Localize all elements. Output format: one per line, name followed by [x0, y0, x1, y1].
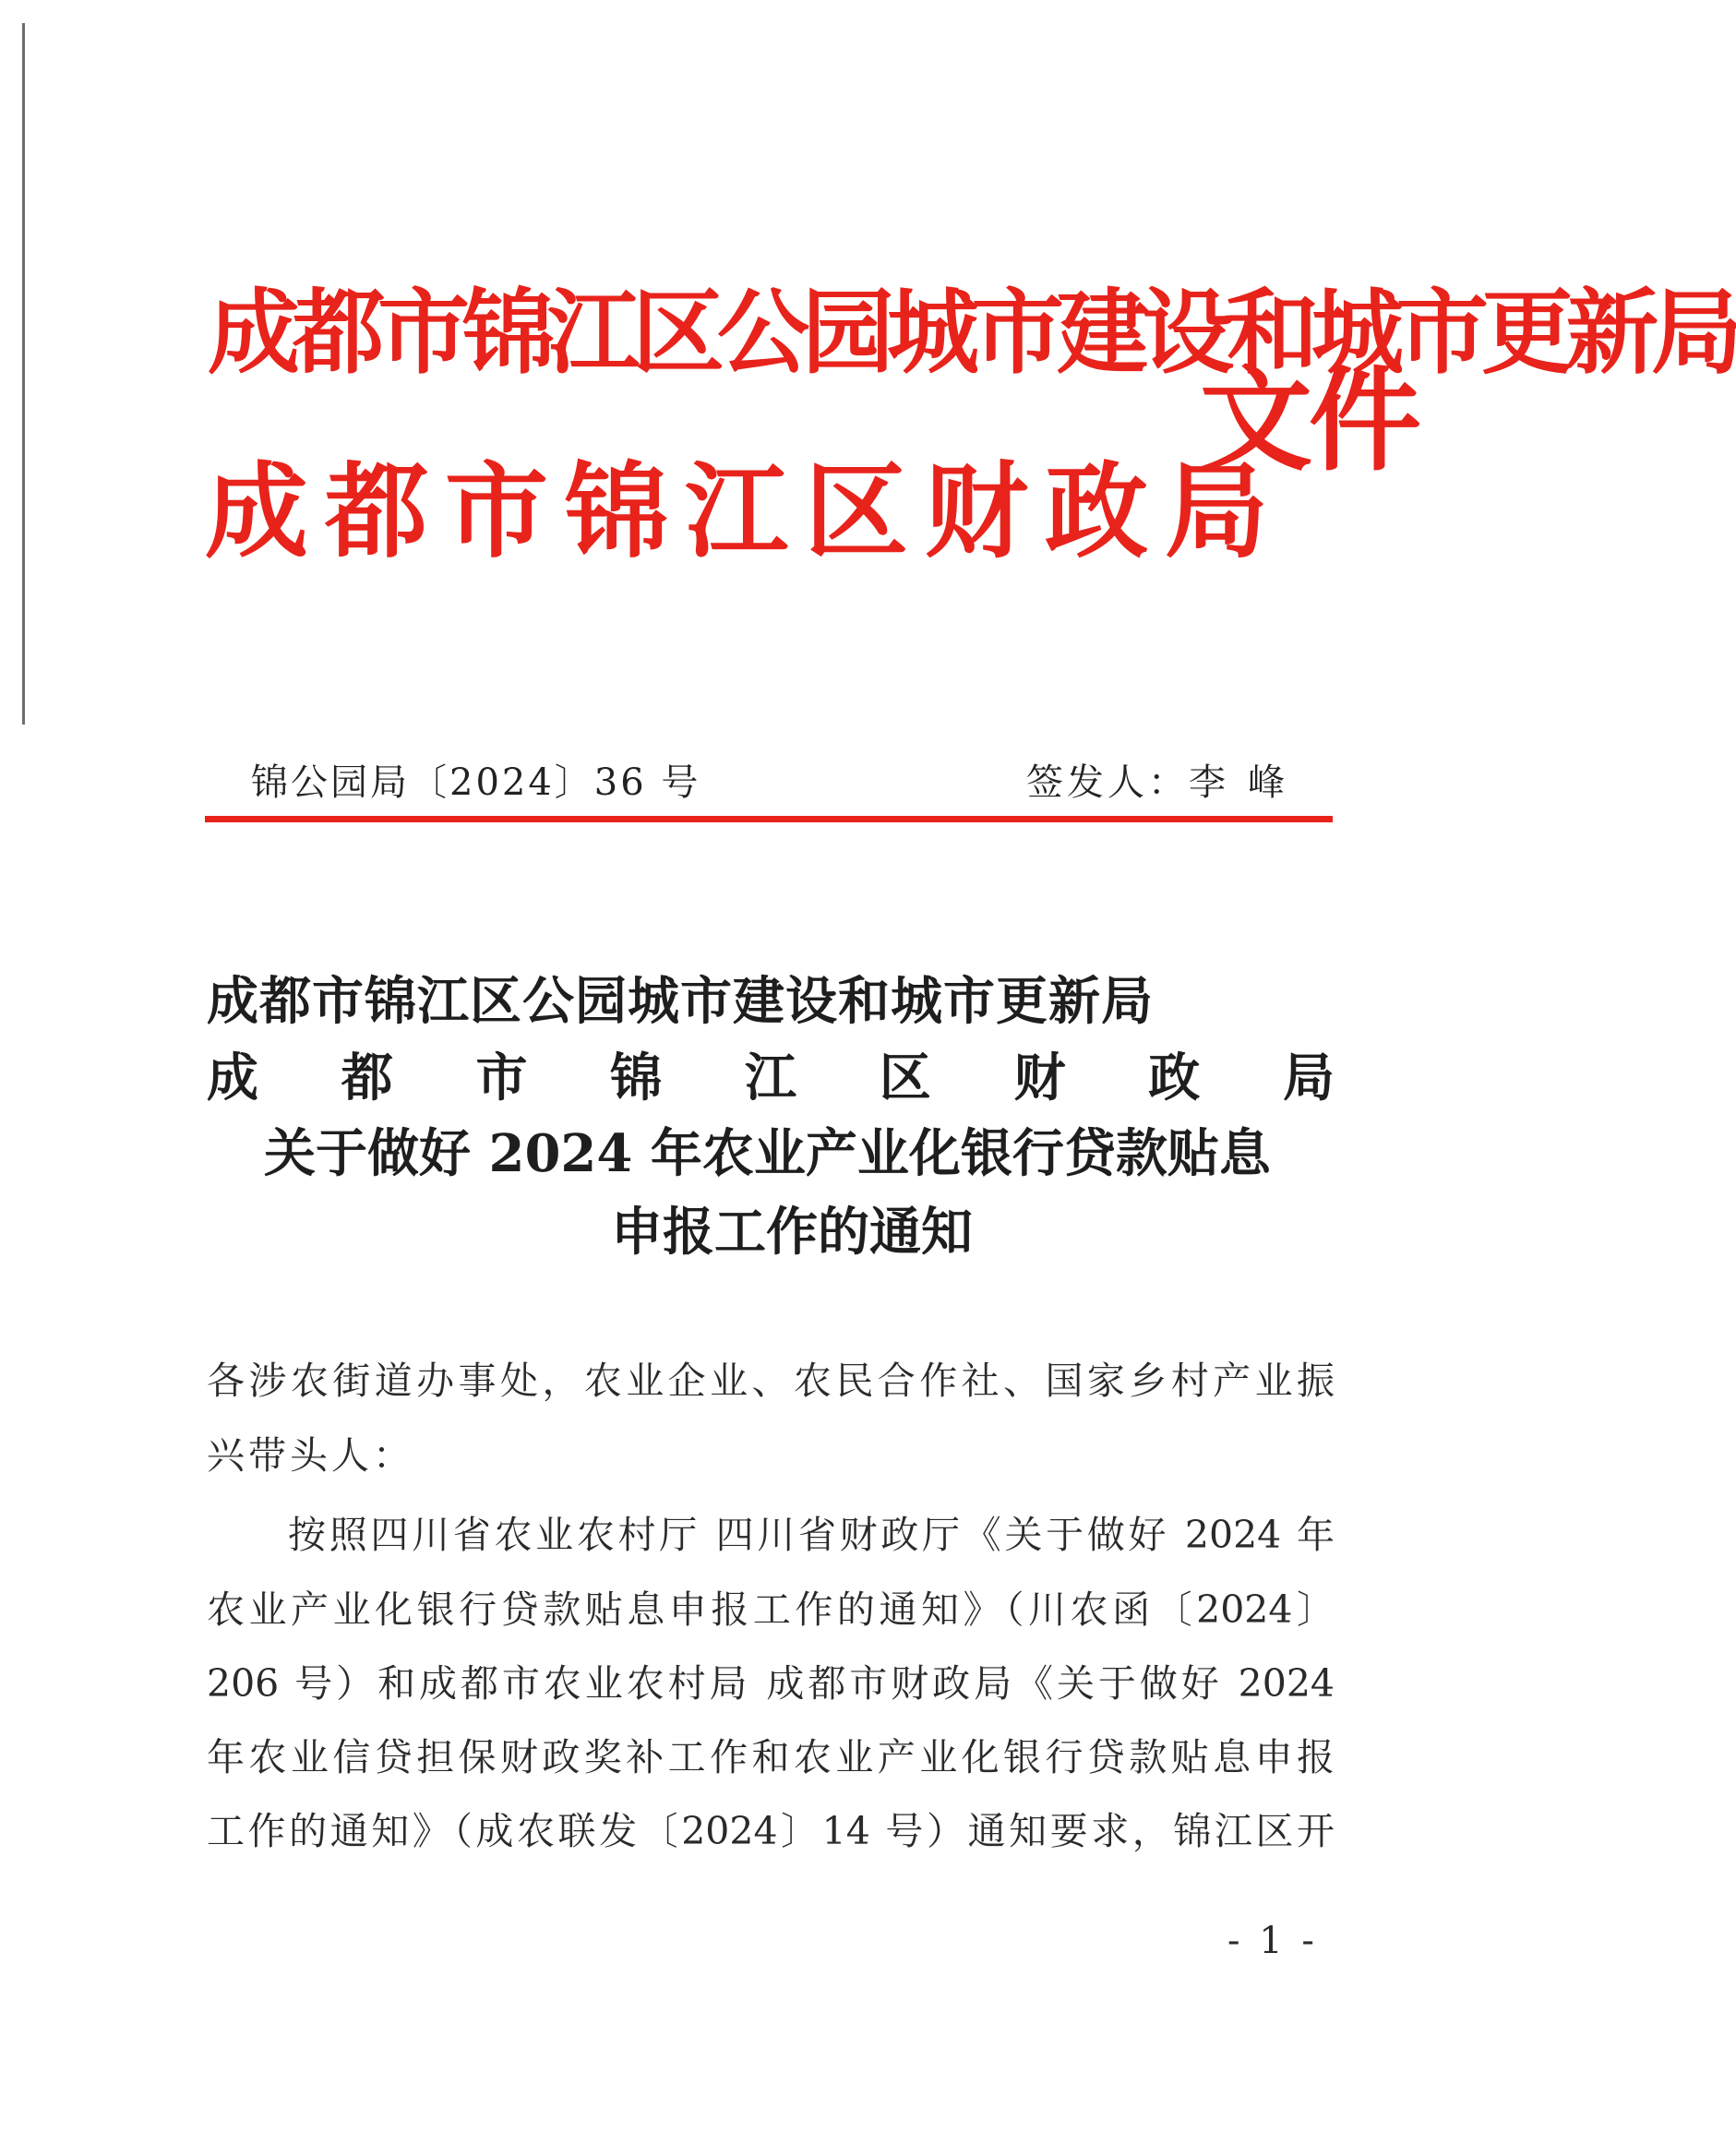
document-number: 锦公园局〔2024〕36 号 [251, 761, 701, 804]
page-number: - 1 - [1227, 1920, 1318, 1962]
title-line-4: 申报工作的通知 [611, 1202, 973, 1263]
title-char: 政 [1148, 1048, 1201, 1108]
title-char: 区 [879, 1048, 931, 1108]
signer-label: 签发人： [1026, 761, 1189, 804]
title-line-1: 成都市锦江区公园城市建设和城市更新局 [207, 971, 1154, 1032]
body-line: 按照四川省农业农村厅 四川省财政厅《关于做好 2024 年 [288, 1513, 1335, 1557]
title-char: 市 [475, 1048, 528, 1108]
signer [1026, 757, 1307, 808]
body-line: 兴带头人： [207, 1433, 414, 1478]
masthead-suffix: 文件 [1200, 353, 1418, 486]
title-char: 成 [207, 1048, 258, 1108]
title-line-2 [207, 1041, 1335, 1115]
body-line: 年农业信贷担保财政奖补工作和农业产业化银行贷款贴息申报 [207, 1735, 1335, 1779]
body-line: 工作的通知》（成农联发〔2024〕14 号）通知要求，锦江区开 [207, 1809, 1335, 1853]
title-char: 财 [1013, 1048, 1066, 1108]
signer-name: 李峰 [1189, 761, 1307, 804]
body-line: 各涉农街道办事处，农业企业、农民合作社、国家乡村产业振 [207, 1359, 1335, 1403]
title-char: 锦 [610, 1048, 663, 1108]
red-separator-rule [205, 816, 1333, 822]
binding-line [22, 23, 25, 725]
body-line: 农业产业化银行贷款贴息申报工作的通知》（川农函〔2024〕 [207, 1587, 1335, 1632]
title-char: 都 [341, 1048, 393, 1108]
title-line-3: 关于做好 2024 年农业产业化银行贷款贴息 [264, 1123, 1271, 1184]
masthead-issuer-1: 成都市锦江区公园城市建设和城市更新局 [208, 278, 1736, 387]
title-char: 局 [1283, 1048, 1335, 1108]
masthead-issuer-2: 成都市锦江区财政局 [205, 451, 1285, 572]
body-line: 206 号）和成都市农业农村局 成都市财政局《关于做好 2024 [207, 1661, 1335, 1706]
title-char: 江 [745, 1048, 796, 1108]
